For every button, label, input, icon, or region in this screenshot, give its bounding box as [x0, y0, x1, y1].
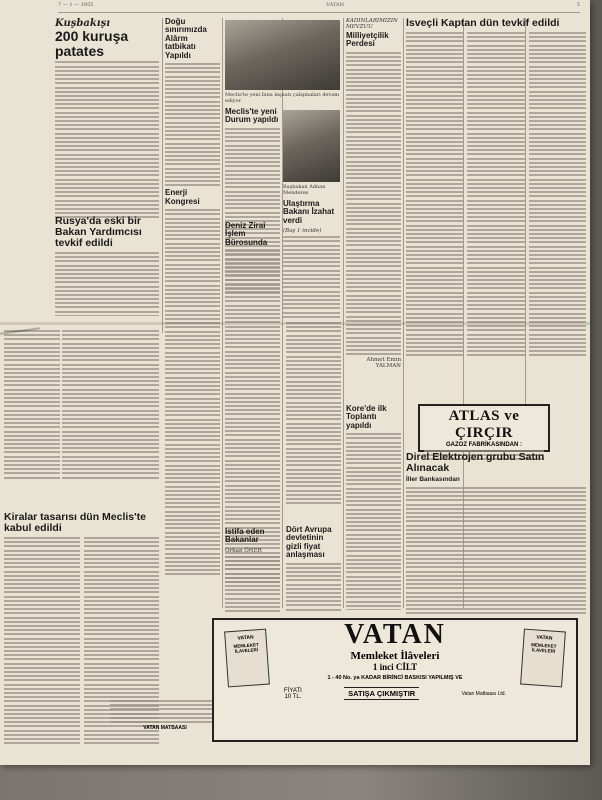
body-text [406, 487, 586, 614]
headline: 200 kuruşa patates [55, 28, 129, 59]
headline: İstifa eden Bakanlar [225, 528, 265, 545]
page-fold [0, 322, 590, 325]
headline: Dört Avrupa devletinin gizli fiyat anlaşması [286, 526, 332, 560]
headline: Direl Elektrojen grubu Satın Alınacak [406, 452, 545, 475]
column-rule [222, 18, 223, 608]
body-text [225, 556, 280, 613]
book-illustration [520, 629, 566, 688]
photo-caption: Başbakan Adnan Menderes [283, 184, 326, 196]
column-kicker: Kuşbakışı [55, 18, 110, 29]
book-subtitle: MEMLEKET İLAVELERİ [531, 642, 557, 654]
headline: Meclis'te yeni Durum yapıldı [225, 107, 279, 125]
ad-atlas [418, 404, 550, 452]
masthead [58, 2, 580, 13]
author: Orhan ÖNER [225, 547, 262, 554]
body-text [529, 32, 586, 359]
body-text [4, 537, 80, 746]
body-text [286, 563, 341, 611]
article-milliyetcilik [346, 18, 401, 418]
body-text [62, 330, 159, 479]
ad-vatan-small [110, 700, 220, 760]
body-text [346, 52, 401, 356]
article-ulastirma-cont [286, 322, 341, 522]
book-subtitle: MEMLEKET İLAVELERİ [233, 642, 259, 654]
masthead-date: 7 — 1 — 1955 [58, 2, 94, 8]
headline: Rusya'da eski bir Bakan Yardımcısı tevkif edildi [55, 216, 142, 250]
headline: Milliyetçilik Perdesi [346, 31, 389, 49]
sale-label: SATIŞA ÇIKMIŞTIR [344, 687, 419, 700]
ad-subtitle: GAZOZ FABRİKASINDAN : [446, 442, 522, 448]
article-patates [55, 18, 159, 218]
article-dogu [165, 18, 220, 578]
column-rule [162, 18, 163, 333]
column-rule [403, 18, 404, 608]
book-illustration [224, 629, 270, 688]
body-text [467, 32, 524, 359]
sale-place: Vatan Matbaası Ltd. [461, 690, 506, 697]
body-text [4, 330, 60, 479]
body-text [165, 63, 220, 186]
article-rusya [55, 216, 159, 316]
article-istifa [225, 528, 280, 613]
ad-line-1: Memleket İlâveleri [350, 650, 440, 662]
ad-line-3: 1 - 40 No. ya KADAR BİRİNCİ BASKISI YAPILMIŞ VE [327, 675, 463, 681]
headline: İsveçli Kaptan dün tevkif edildi [406, 18, 560, 29]
headline: Deniz Ziraî İşlem Bürosunda [225, 222, 268, 247]
article-continued [4, 330, 60, 505]
news-photo [225, 20, 340, 90]
headline: Ulaştırma Bakanı İzahat verdi [283, 199, 335, 225]
body-text [286, 322, 341, 504]
ad-vatan-memleket [212, 618, 578, 742]
ad-line-2: 1 inci CİLT [372, 662, 418, 672]
headline: Doğu sınırımızda Alârm tatbikatı Yapıldı [165, 18, 207, 60]
ad-body [110, 700, 220, 723]
price: 10 TL. [284, 693, 302, 700]
body-text [346, 433, 401, 610]
price-label: FİYATI [284, 687, 302, 694]
ad-title: ATLAS ve ÇIRÇIR [448, 408, 520, 441]
headline-sub: (Baş 1 incide) [283, 228, 322, 235]
headline: Kiralar tasarısı dün Meclis'te kabul edildi [4, 512, 146, 535]
column-rule [343, 18, 344, 608]
body-text [55, 61, 159, 218]
masthead-paper-name: VATAN [326, 2, 344, 8]
body-text [283, 236, 340, 318]
article-direl [406, 452, 586, 614]
headline: Kore'de ilk Toplantı yapıldı [346, 405, 387, 430]
article-continued-2 [62, 330, 159, 505]
headline-sub: İller Bankasından [406, 476, 460, 484]
article-isvecli [406, 18, 586, 398]
signature: Ahmet Emin YALMAN [366, 357, 401, 370]
masthead-page-number: 5 [576, 2, 580, 8]
body-text [55, 252, 159, 316]
book-title: VATAN [237, 634, 254, 642]
ad-brand: VATAN [344, 619, 446, 650]
body-text [406, 32, 463, 359]
photo-caption: Meclis'te yeni bina inşaatı çalışmaları devam ediyor [225, 92, 340, 104]
ad-line: VATAN MATBAASI [143, 725, 187, 732]
article-kore [346, 405, 401, 610]
article-dort-avrupa [286, 526, 341, 611]
body-text [165, 209, 220, 575]
portrait-photo [283, 110, 340, 182]
book-title: VATAN [536, 634, 553, 642]
headline: Enerji Kongresi [165, 188, 200, 206]
column-kicker: KADINLARIMIZIN MEVZUU [346, 18, 398, 30]
